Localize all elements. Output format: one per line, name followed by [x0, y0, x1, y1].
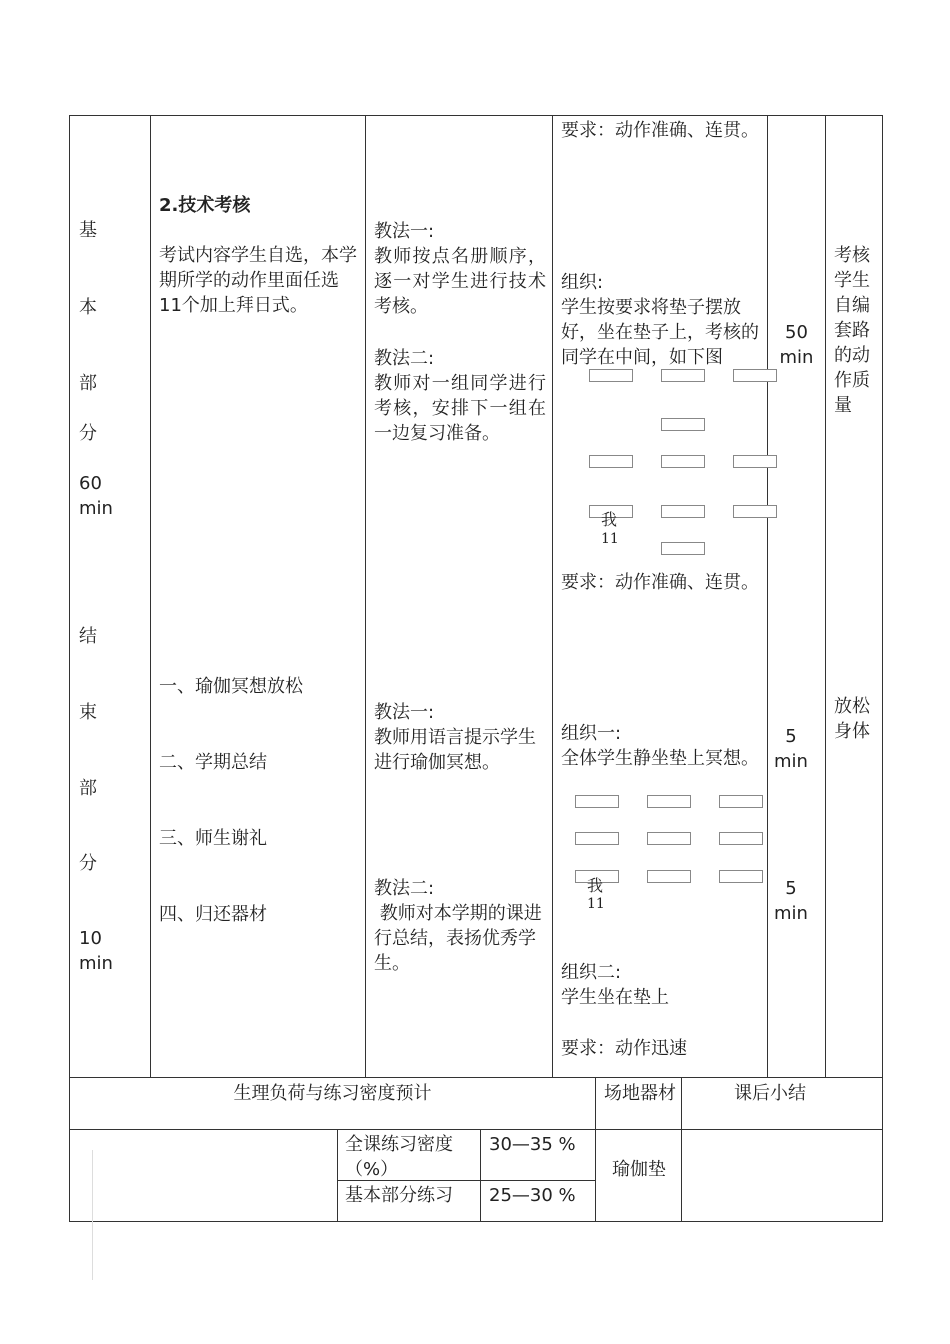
side-label-end-2: 束	[79, 702, 97, 723]
mat	[733, 455, 777, 468]
mat	[719, 832, 763, 845]
load-density-header: 生理负荷与练习密度预计	[233, 1083, 432, 1104]
mat	[589, 455, 633, 468]
organization-2-text: 学生坐在垫上	[561, 987, 669, 1008]
organization-text: 学生按要求将垫子摆放好，坐在垫子上，考核的同学在中间，如下图	[561, 297, 759, 368]
time-end-1: 5 min	[774, 726, 808, 772]
end-item-1: 一、瑜伽冥想放松	[159, 676, 303, 697]
end-method-1-text: 教师用语言提示学生进行瑜伽冥想。	[374, 727, 536, 773]
mat	[661, 542, 705, 555]
side-label-basic-3: 部	[79, 373, 97, 394]
density-label: 全课练习密度（%）	[345, 1134, 453, 1180]
col-divider-3	[552, 115, 553, 1077]
row-divider-main	[69, 1077, 883, 1078]
table-border-top	[69, 115, 883, 116]
requirement-top: 要求：动作准确、连贯。	[561, 120, 759, 141]
mat	[575, 832, 619, 845]
end-item-2: 二、学期总结	[159, 752, 267, 773]
mat	[661, 505, 705, 518]
footer-divider-value	[480, 1129, 481, 1222]
summary-header: 课后小结	[734, 1083, 806, 1104]
side-label-basic-2: 本	[79, 297, 97, 318]
end-part-time: 10 min	[79, 928, 113, 974]
side-label-end-4: 分	[79, 853, 97, 874]
side-label-end-3: 部	[79, 778, 97, 799]
mat	[661, 369, 705, 382]
end-method-1-title: 教法一:	[374, 702, 435, 723]
density-value: 30—35 %	[489, 1134, 576, 1155]
faint-margin-line	[92, 1150, 93, 1280]
time-end-2: 5 min	[774, 878, 808, 924]
side-label-basic-4: 分	[79, 423, 97, 444]
organization-1-title: 组织一:	[561, 723, 622, 744]
col-divider-4	[767, 115, 768, 1077]
organization-1-text: 全体学生静坐垫上冥想。	[561, 748, 759, 769]
side-label-end-1: 结	[79, 626, 97, 647]
footer-divider-venue	[595, 1077, 596, 1222]
mat	[575, 795, 619, 808]
organization-title: 组织:	[561, 272, 604, 293]
mat	[733, 505, 777, 518]
footer-divider-label	[337, 1129, 338, 1222]
method-2-title: 教法二:	[374, 348, 435, 369]
side-label-basic-1: 基	[79, 220, 97, 241]
goal-end: 放松身体	[834, 696, 870, 742]
table-border-left	[69, 115, 70, 1222]
basic-part-time: 60 min	[79, 473, 113, 519]
mat	[719, 795, 763, 808]
col-divider-1	[150, 115, 151, 1077]
time-basic: 50 min	[779, 322, 814, 368]
end-method-2-text: 教师对本学期的课进行总结，表扬优秀学生。	[374, 903, 542, 974]
row-divider-footer	[69, 1129, 883, 1130]
end-method-2-title: 教法二:	[374, 878, 435, 899]
col-divider-5	[825, 115, 826, 1077]
mat	[661, 455, 705, 468]
method-1-title: 教法一:	[374, 221, 435, 242]
organization-2-title: 组织二:	[561, 962, 622, 983]
section-heading: 2.技术考核	[159, 195, 251, 216]
table-border-right	[882, 115, 883, 1222]
mat	[733, 369, 777, 382]
me-label: 我	[587, 876, 604, 895]
mat	[719, 870, 763, 883]
requirement-mid: 要求：动作准确、连贯。	[561, 572, 759, 593]
col-divider-2	[365, 115, 366, 1077]
end-item-3: 三、师生谢礼	[159, 828, 267, 849]
mat	[661, 418, 705, 431]
venue-value: 瑜伽垫	[612, 1159, 666, 1180]
mat	[647, 870, 691, 883]
me-number: 11	[587, 896, 605, 912]
me-number: 11	[601, 531, 619, 547]
requirement-bottom: 要求：动作迅速	[561, 1038, 687, 1059]
basic-practice-value: 25—30 %	[489, 1185, 576, 1206]
basic-practice-label: 基本部分练习	[345, 1185, 453, 1206]
goal-basic: 考核学生自编套路的动作质量	[834, 245, 870, 416]
exam-content-text: 考试内容学生自选，本学期所学的动作里面任选11个加上拜日式。	[159, 245, 357, 316]
mat	[647, 795, 691, 808]
method-2-text: 教师对一组同学进行考核，安排下一组在一边复习准备。	[374, 373, 546, 444]
mat	[647, 832, 691, 845]
venue-equipment-header: 场地器材	[604, 1083, 676, 1104]
table-border-bottom	[69, 1221, 883, 1222]
mat	[589, 369, 633, 382]
method-1-text: 教师按点名册顺序，逐一对学生进行技术考核。	[374, 246, 546, 317]
end-item-4: 四、归还器材	[159, 904, 267, 925]
me-label: 我	[601, 510, 618, 529]
